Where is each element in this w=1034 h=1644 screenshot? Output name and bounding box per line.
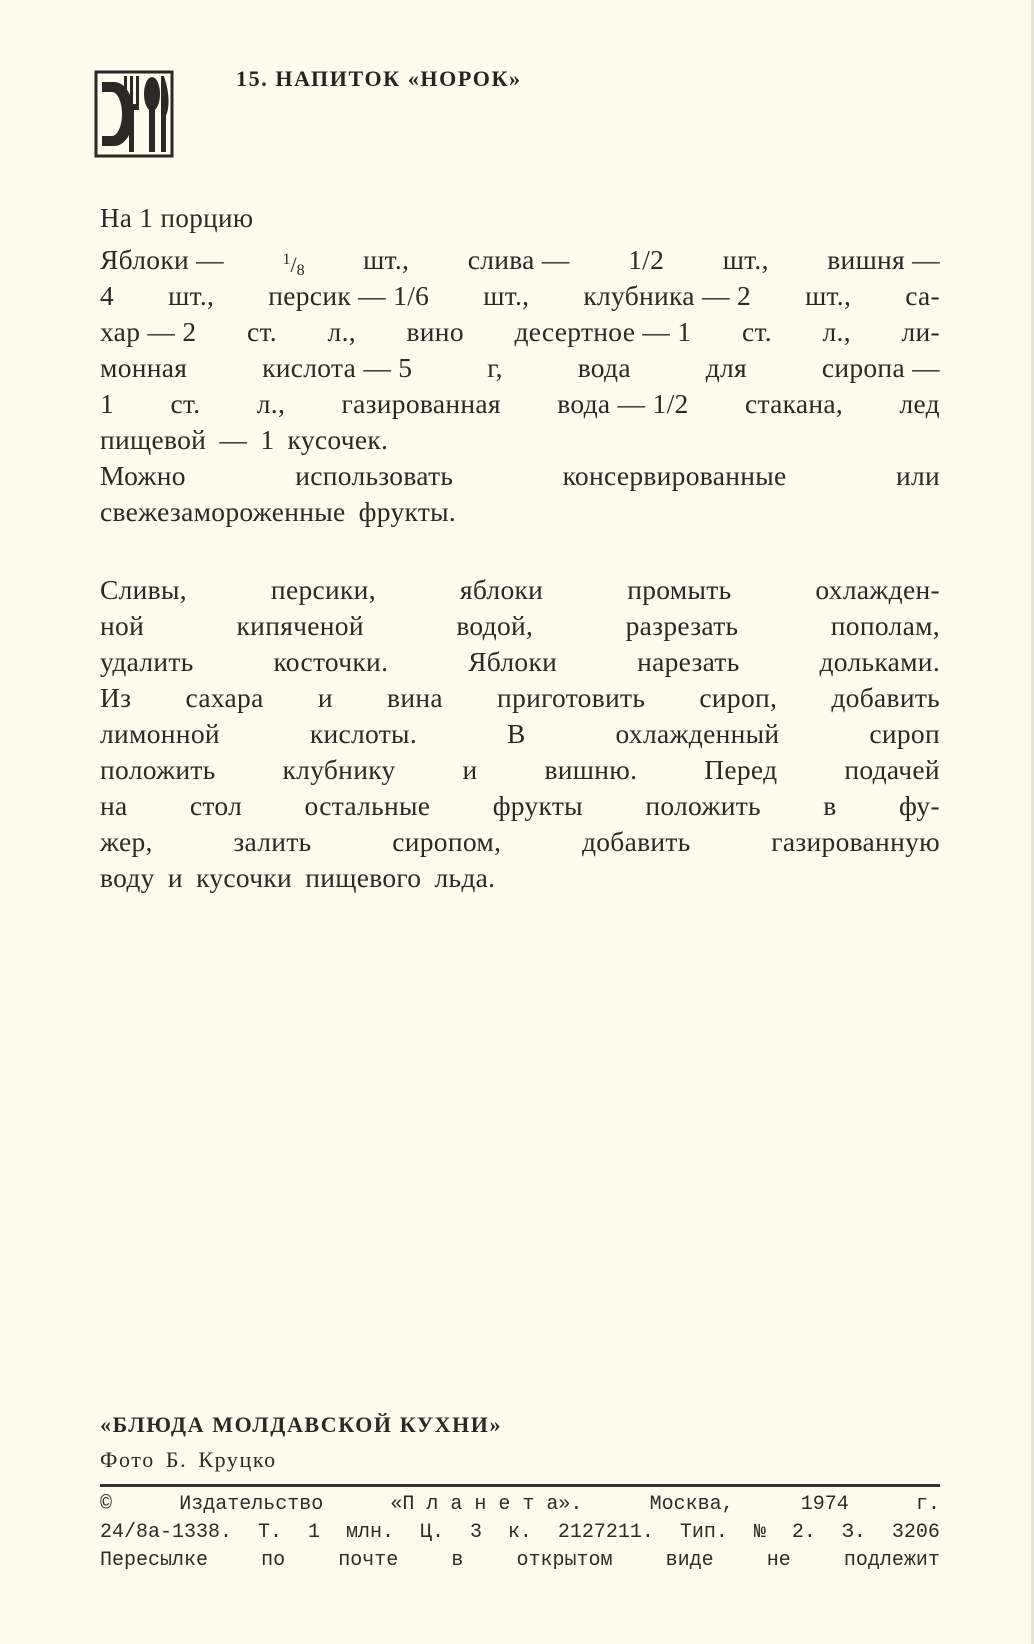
text-word: консервированные — [562, 460, 787, 491]
imprint-word: © — [100, 1493, 113, 1516]
text-word: ли- — [901, 316, 940, 347]
text-word: фу- — [898, 790, 940, 821]
text-word: монная — [100, 352, 188, 383]
text-word: кислота — 5 — [262, 352, 413, 383]
text-word: шт., — [168, 280, 215, 311]
text-word: добавить — [831, 682, 940, 713]
imprint-word: Т. — [258, 1521, 283, 1544]
text-word: яблоки — [459, 574, 544, 605]
text-line — [100, 716, 940, 752]
portion-note: На 1 порцию — [100, 203, 254, 233]
text-word: са- — [905, 280, 940, 311]
text-line: воду и кусочки пищевого льда. — [100, 862, 496, 893]
imprint-line — [100, 1547, 940, 1575]
text-line — [100, 278, 940, 314]
text-line — [100, 458, 940, 494]
text-word: шт., — [805, 280, 852, 311]
text-word: шт., — [363, 244, 410, 275]
divider — [100, 1484, 940, 1487]
text-word: стол — [189, 790, 243, 821]
text-line — [100, 314, 940, 350]
text-line — [100, 824, 940, 860]
text-word: использовать — [295, 460, 454, 491]
fraction: $^1/_8$ — [282, 251, 305, 279]
text-word: ной — [100, 610, 145, 641]
text-word: ст. — [170, 388, 201, 419]
photo-credit: Фото Б. Круцко — [100, 1447, 277, 1472]
text-word: шт., — [722, 244, 769, 275]
text-line — [100, 242, 940, 278]
text-word: косточки. — [273, 646, 389, 677]
imprint-word: Пересылке — [100, 1549, 209, 1572]
imprint-word: млн. — [345, 1521, 394, 1544]
text-word: лед — [899, 388, 940, 419]
text-line — [100, 572, 940, 608]
text-word: сиропа — — [821, 352, 940, 383]
imprint-line — [100, 1491, 940, 1519]
imprint-word: Ц. — [419, 1521, 444, 1544]
text-word: охлажден- — [815, 574, 940, 605]
text-word: дольками. — [819, 646, 940, 677]
text-word: кипяченой — [236, 610, 364, 641]
text-word: промыть — [627, 574, 732, 605]
text-word: шт., — [483, 280, 530, 311]
text-word: Сливы, — [100, 574, 187, 605]
text-word: нарезать — [637, 646, 740, 677]
text-word: удалить — [100, 646, 194, 677]
text-word: сиропом, — [392, 826, 502, 857]
text-word: и — [462, 754, 478, 785]
text-word: охлажденный — [615, 718, 780, 749]
text-word: сироп — [869, 718, 940, 749]
text-word: ст. — [247, 316, 277, 347]
imprint-word: З. — [841, 1521, 866, 1544]
text-word: сахара — [185, 682, 264, 713]
text-word: слива — — [467, 244, 570, 275]
text-word: л., — [327, 316, 356, 347]
imprint-word: 3206 — [891, 1521, 940, 1544]
imprint-word: 2127211. — [557, 1521, 654, 1544]
imprint-word: «П л а н е т а». — [390, 1493, 583, 1516]
method-paragraph — [100, 572, 940, 896]
text-line — [100, 608, 940, 644]
text-word: клубника — 2 — [583, 280, 752, 311]
text-word: г, — [487, 352, 503, 383]
text-word: вина — [387, 682, 443, 713]
text-word: вишню. — [544, 754, 638, 785]
text-word: жер, — [100, 826, 153, 857]
text-word: стакана, — [744, 388, 844, 419]
text-word: на — [100, 790, 128, 821]
imprint-line — [100, 1519, 940, 1547]
imprint-word: не — [766, 1549, 791, 1572]
imprint-word: открытом — [516, 1549, 613, 1572]
imprint-word: г. — [915, 1493, 940, 1516]
text-word: остальные — [304, 790, 431, 821]
text-word: Яблоки — [468, 646, 558, 677]
text-word: персик — 1/6 — [268, 280, 430, 311]
text-word: десертное — 1 — [514, 316, 692, 347]
text-word: пополам, — [830, 610, 940, 641]
text-line: пищевой — 1 кусочек. — [100, 424, 389, 455]
text-word: добавить — [581, 826, 691, 857]
imprint-word: подлежит — [843, 1549, 940, 1572]
text-word: кислоты. — [309, 718, 418, 749]
text-word: вишня — — [827, 244, 940, 275]
text-line — [100, 788, 940, 824]
series-title: «БЛЮДА МОЛДАВСКОЙ КУХНИ» — [100, 1412, 503, 1437]
text-line — [100, 752, 940, 788]
ingredients-list — [100, 242, 940, 530]
text-word: В — [506, 718, 526, 749]
text-word: сироп, — [699, 682, 778, 713]
text-word: разрезать — [625, 610, 739, 641]
text-word: для — [705, 352, 747, 383]
text-word: персики, — [270, 574, 376, 605]
text-word: газированная — [341, 388, 501, 419]
text-word: водой, — [456, 610, 534, 641]
imprint-word: 1974 — [800, 1493, 849, 1516]
imprint-word: к. — [507, 1521, 532, 1544]
imprint-word: 24/8а-1338. — [100, 1521, 233, 1544]
text-word: в — [823, 790, 837, 821]
text-word: положить — [100, 754, 216, 785]
text-line — [100, 350, 940, 386]
imprint-word: почте — [338, 1549, 399, 1572]
text-word: лимонной — [100, 718, 220, 749]
text-word: Можно — [100, 460, 186, 491]
text-word: подачей — [844, 754, 940, 785]
text-word: Яблоки — — [100, 244, 224, 275]
text-word: Перед — [704, 754, 778, 785]
text-word: клубнику — [282, 754, 396, 785]
imprint-word: 2. — [791, 1521, 816, 1544]
text-word: фрукты — [492, 790, 583, 821]
text-word: хар — 2 — [100, 316, 197, 347]
imprint-word: виде — [665, 1549, 714, 1572]
recipe-title: 15. НАПИТОК «НОРОК» — [236, 66, 522, 91]
text-word: и — [317, 682, 333, 713]
text-word: или — [895, 460, 940, 491]
text-line: свежезамороженные фрукты. — [100, 496, 457, 527]
text-word: вода — 1/2 — [557, 388, 689, 419]
text-line — [100, 386, 940, 422]
text-word: положить — [645, 790, 761, 821]
text-line — [100, 644, 940, 680]
text-word: залить — [233, 826, 312, 857]
imprint-word: Москва, — [649, 1493, 734, 1516]
imprint-word: Тип. — [679, 1521, 728, 1544]
text-word: вино — [406, 316, 464, 347]
text-word: вода — [577, 352, 631, 383]
imprint-word: в — [451, 1549, 464, 1572]
text-line — [100, 680, 940, 716]
text-word: Из — [100, 682, 132, 713]
imprint-word: № — [753, 1521, 766, 1544]
text-word: 4 — [100, 280, 115, 311]
text-word: 1 — [100, 388, 115, 419]
text-word: л., — [256, 388, 286, 419]
imprint-word: 1 — [307, 1521, 320, 1544]
tableware-logo-icon — [94, 70, 174, 158]
text-word: 1/2 — [628, 244, 665, 275]
imprint-word: по — [261, 1549, 286, 1572]
text-word: ст. — [741, 316, 772, 347]
text-word: приготовить — [497, 682, 646, 713]
imprint-word: Издательство — [179, 1493, 324, 1516]
text-word: газированную — [771, 826, 940, 857]
imprint-word: 3 — [469, 1521, 482, 1544]
text-word: л., — [822, 316, 851, 347]
